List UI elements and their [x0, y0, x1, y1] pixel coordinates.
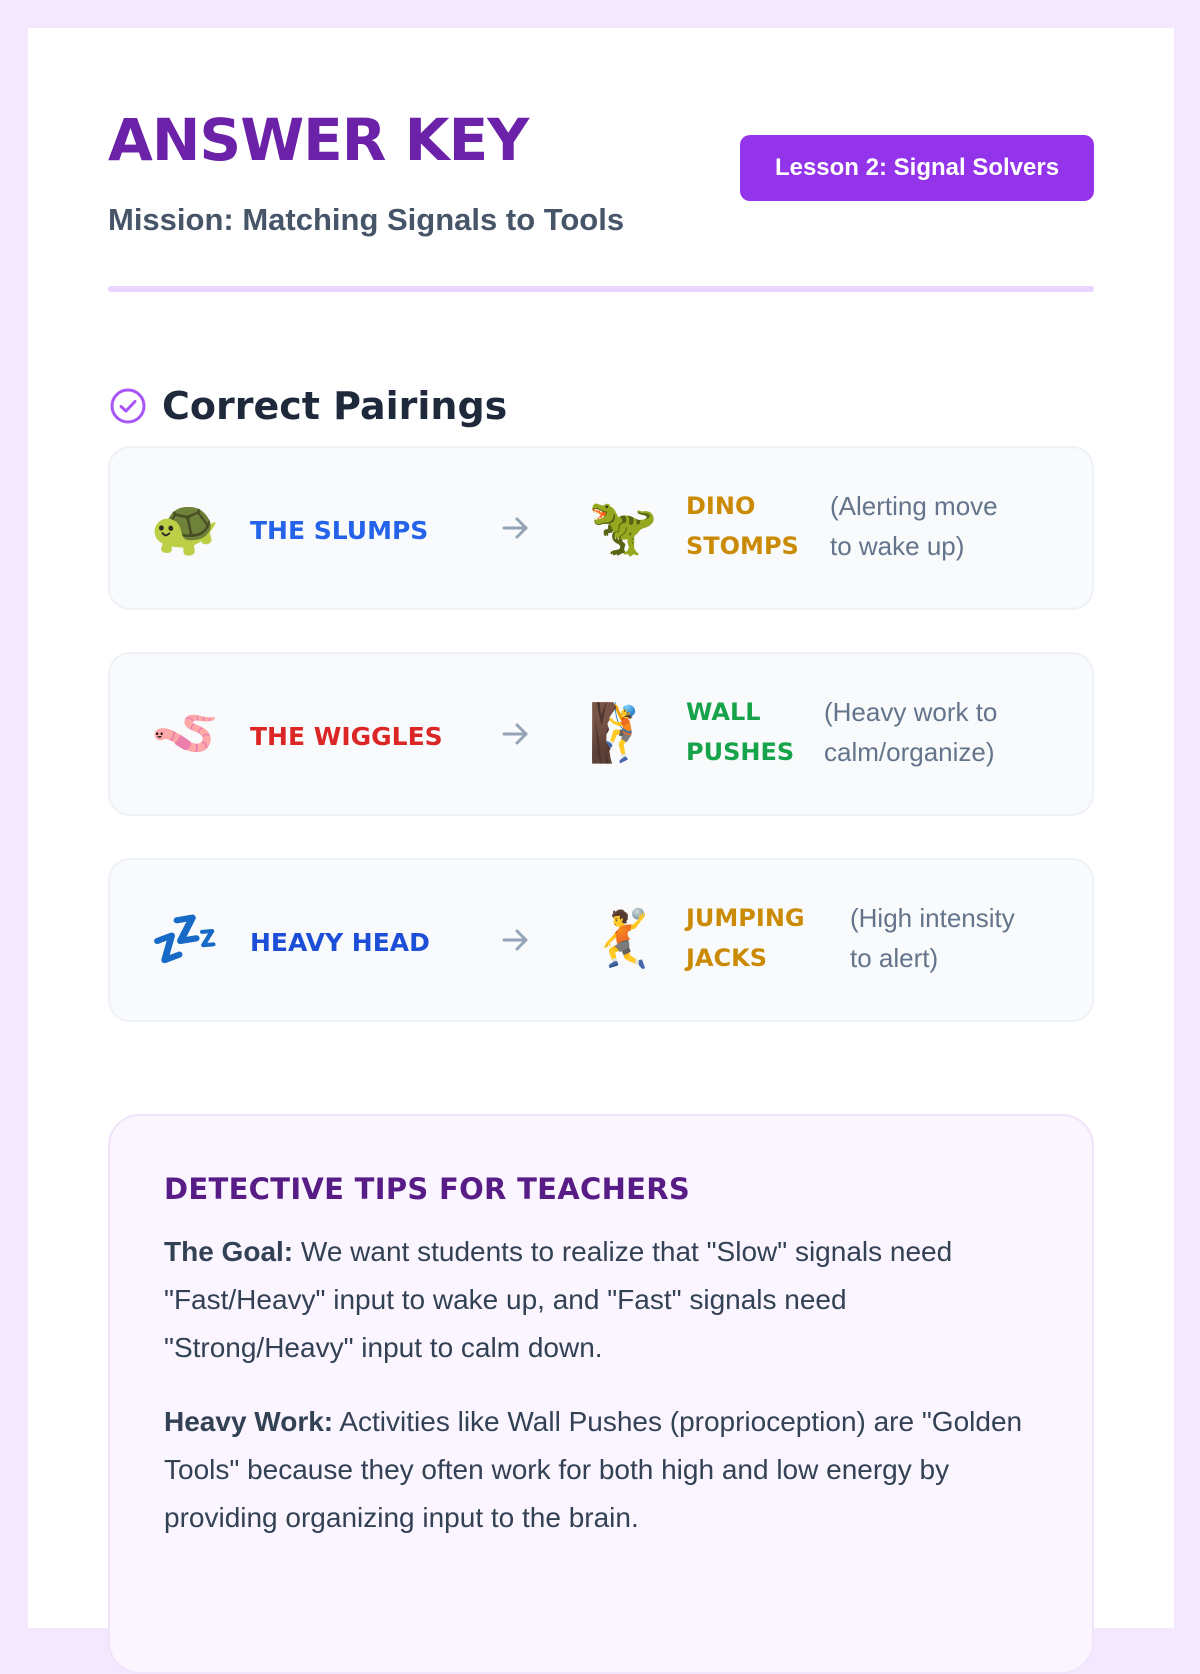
- tool-label: [686, 486, 816, 566]
- arrow-right-icon: [500, 714, 532, 754]
- arrow-right-icon: [500, 508, 532, 548]
- tip-heavy-label: Heavy Work:: [164, 1406, 334, 1437]
- arrow-right-icon: [500, 920, 532, 960]
- pairing-card: [108, 858, 1094, 1022]
- teacher-tips-box: [108, 1114, 1094, 1674]
- tool-label-line: DINO: [686, 492, 756, 520]
- tool-label-line: JUMPING: [686, 904, 805, 932]
- worm-icon: 🪱: [150, 701, 220, 766]
- tool-note-line: (Heavy work to: [824, 697, 998, 727]
- signal-label: THE WIGGLES: [250, 721, 443, 751]
- turtle-icon: 🐢: [150, 495, 220, 560]
- tool-label-line: WALL: [686, 698, 761, 726]
- jumping-person-icon: 🤾: [588, 907, 658, 972]
- tip-heavy-work: [164, 1398, 1038, 1542]
- tool-label: [686, 692, 816, 772]
- tool-label: [686, 898, 836, 978]
- tool-note: [850, 898, 1070, 978]
- lesson-badge: Lesson 2: Signal Solvers: [740, 135, 1094, 201]
- tip-goal-label: The Goal:: [164, 1236, 294, 1267]
- tip-heavy-text: Activities like Wall Pushes (proprioception) are "Golden Tools" because they often work for both high and low energy by providing organizing input to the brain.: [164, 1406, 1023, 1533]
- tips-heading: DETECTIVE TIPS FOR TEACHERS: [164, 1172, 691, 1206]
- section-heading: [108, 384, 507, 428]
- pairing-card: [108, 652, 1094, 816]
- signal-label: HEAVY HEAD: [250, 927, 430, 957]
- mission-subtitle: Mission: Matching Signals to Tools: [108, 202, 625, 237]
- tool-note-line: to alert): [850, 943, 939, 973]
- answer-key-sheet: [28, 28, 1174, 1628]
- tool-label-line: JACKS: [686, 944, 767, 972]
- tool-label-line: STOMPS: [686, 532, 799, 560]
- climber-icon: 🧗: [588, 701, 658, 766]
- pairing-card: [108, 446, 1094, 610]
- page-title: ANSWER KEY: [108, 106, 529, 174]
- tip-goal: [164, 1228, 1038, 1372]
- header: [108, 108, 1094, 238]
- tool-note-line: to wake up): [830, 531, 965, 561]
- header-divider: [108, 286, 1094, 292]
- tool-note: [824, 692, 1044, 772]
- tool-note-line: (High intensity: [850, 903, 1015, 933]
- sleeping-zzz-icon: 💤: [150, 907, 220, 972]
- signal-label: THE SLUMPS: [250, 515, 429, 545]
- tool-note-line: calm/organize): [824, 737, 995, 767]
- dinosaur-icon: 🦖: [588, 495, 658, 560]
- check-circle-icon: [108, 386, 148, 426]
- section-title: Correct Pairings: [162, 384, 508, 428]
- tool-note-line: (Alerting move: [830, 491, 998, 521]
- tool-label-line: PUSHES: [686, 738, 795, 766]
- tool-note: [830, 486, 1050, 566]
- tip-goal-text: We want students to realize that "Slow" signals need "Fast/Heavy" input to wake up, and "Fast" signals need "Strong/Heavy" input to calm down.: [164, 1236, 953, 1363]
